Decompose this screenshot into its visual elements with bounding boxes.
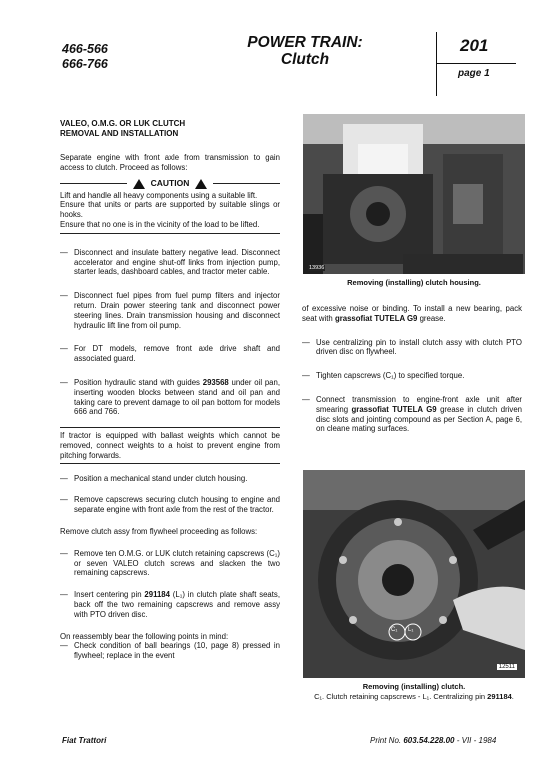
- step-text: (L₁) in clutch plate shaft seats, back off the two remaining capscrews and remove assy with PTO driven disc.: [74, 590, 280, 619]
- section-heading: [60, 119, 280, 139]
- step-text: Disconnect and insulate battery negative lead. Disconnect accelerator and engine shut-off links from injection pump, starter leads, dashboard cables, and tractor meter cable.: [74, 247, 280, 277]
- photo-2-legend: [303, 692, 525, 701]
- step-text: Disconnect fuel pipes from fuel pump filters and injector return. Drain power steering tank and disconnect power steering lines. Drain transmission housing and disconnect hydraulic lift line from oil pump.: [74, 291, 280, 330]
- title-line-2: Clutch: [280, 51, 330, 68]
- engine-photo-illustration: [303, 114, 525, 274]
- warning-icon: [195, 179, 207, 189]
- step-text: Position hydraulic stand with guides: [74, 377, 203, 387]
- reassembly-intro: On reassembly bear the following points in mind:: [60, 631, 229, 641]
- publisher: Fiat Trattori: [62, 736, 107, 745]
- right-column: [302, 304, 522, 434]
- step-disconnect-battery: — Disconnect and insulate battery negative lead. Disconnect accelerator and engine shut-off links from injection pump, starter leads, dashboard cables, and tractor meter cable.: [60, 247, 280, 277]
- caution-rule-right: [213, 183, 280, 184]
- tool-number: 291184: [144, 590, 170, 600]
- left-column: [60, 119, 280, 661]
- step-text: Check condition of ball bearings (10, page 8) pressed in flywheel; replace in the event: [74, 641, 280, 661]
- print-number: [370, 736, 496, 745]
- warning-icon: [133, 179, 145, 189]
- step-text: For DT models, remove front axle drive shaft and associated guard.: [74, 344, 280, 364]
- models-line-1: 466-566: [62, 42, 108, 56]
- print-suffix: - VII - 1984: [454, 736, 497, 745]
- callout-l1: L₁: [408, 627, 414, 633]
- section-number: 201: [460, 36, 489, 55]
- model-numbers: [62, 42, 108, 72]
- grease-name: grassofiat TUTELA G9: [351, 404, 437, 414]
- tool-number: 291184: [487, 692, 512, 701]
- photo-clutch: [303, 470, 525, 678]
- photo-1-caption: Removing (installing) clutch housing.: [347, 278, 481, 287]
- photo-2-label: 12511: [498, 664, 515, 670]
- continued-text-post: grease.: [417, 313, 446, 323]
- caution-text: Lift and handle all heavy components using a suitable lift. Ensure that units or parts are supported by suitable slings or hooks. Ensure that no one is in the vicinity of the load to be lifted.: [60, 190, 280, 229]
- step-text: Remove ten O.M.G. or LUK clutch retaining capscrews (C₁) or seven VALEO clutch screws and slacken the two remaining capscrews.: [74, 548, 280, 578]
- step-tighten: — Tighten capscrews (C₁) to specified torque.: [302, 371, 465, 381]
- step-text: Position a mechanical stand under clutch housing.: [74, 473, 248, 483]
- print-code: 603.54.228.00: [403, 736, 455, 745]
- continued-text-pre: of excessive noise or binding. To install a new bearing, pack seat with: [302, 304, 522, 323]
- caution-banner: [60, 179, 280, 189]
- header-divider-h: [436, 63, 516, 64]
- clutch-photo-illustration: [303, 470, 525, 678]
- step-text: Insert centering pin: [74, 590, 145, 600]
- intro-text: Separate engine with front axle from transmission to gain access to clutch. Proceed as follows:: [60, 153, 280, 172]
- page-title: [210, 34, 400, 68]
- step-text: Connect transmission to engine-front axle unit after smearing: [316, 394, 522, 414]
- photo-2-legend-text: C₁. Clutch retaining capscrews - L₁. Centralizing pin: [314, 692, 486, 701]
- step-text: Use centralizing pin to install clutch assy with clutch PTO driven disc on flywheel.: [316, 337, 522, 357]
- header-divider: [436, 32, 437, 96]
- title-line-1: POWER TRAIN:: [247, 34, 363, 51]
- photo-2-caption: Removing (installing) clutch.: [362, 682, 466, 691]
- page-label: page 1: [458, 68, 490, 79]
- step-text: Remove capscrews securing clutch housing to engine and separate engine with front axle from the rest of the tractor.: [74, 495, 280, 515]
- heading-line-1: VALEO, O.M.G. OR LUK CLUTCH: [60, 119, 186, 128]
- step-text: under oil pan, inserting wooden blocks between stand and oil pan and taking care to prevent damage to oil pan bottom for models 666 and 766.: [74, 377, 281, 417]
- step-text: grease in clutch driven disc slots and jointing compound as per Section A, page 6, on cleane mating surfaces.: [316, 404, 522, 434]
- step-remove-clutch-screws: — Remove ten O.M.G. or LUK clutch retaining capscrews (C₁) or seven VALEO clutch screws and slacken the two remaining capscrews.: [60, 548, 280, 578]
- remove-intro: Remove clutch assy from flywheel proceeding as follows:: [60, 526, 258, 536]
- step-disconnect-fuel: — Disconnect fuel pipes from fuel pump filters and injector return. Drain power steering tank and disconnect power steering lines. Drain transmission housing and disconnect hydraulic lift line from oil pump.: [60, 291, 280, 330]
- tool-number: 293568: [202, 377, 229, 387]
- print-prefix: Print No.: [370, 736, 404, 745]
- caution-label: CAUTION: [150, 177, 190, 188]
- note-rule-top: [60, 427, 280, 428]
- step-centering-pin: — Insert centering pin 291184 (L₁) in clutch plate shaft seats, back off the two remaining capscrews and remove assy with PTO driven disc.: [60, 590, 280, 619]
- step-connect-transmission: — Connect transmission to engine-front axle unit after smearing grassofiat TUTELA G9 grease in clutch driven disc slots and jointing compound as per Section A, page 6, on cleane mating surfaces.: [302, 394, 522, 434]
- step-hydraulic-stand: — Position hydraulic stand with guides 293568 under oil pan, inserting wooden blocks between stand and oil pan and taking care to prevent damage to oil pan bottom for models 666 and 766.: [60, 377, 281, 417]
- step-centralizing-pin: — Use centralizing pin to install clutch assy with clutch PTO driven disc on flywheel.: [302, 337, 522, 357]
- photo-clutch-housing: [303, 114, 525, 274]
- step-remove-capscrews: — Remove capscrews securing clutch housing to engine and separate engine with front axle from the rest of the tractor.: [60, 495, 280, 515]
- step-dt-models: — For DT models, remove front axle drive shaft and associated guard.: [60, 344, 280, 364]
- step-mechanical-stand: — Position a mechanical stand under clutch housing.: [60, 473, 248, 483]
- step-check-bearings: — Check condition of ball bearings (10, page 8) pressed in flywheel; replace in the event: [60, 641, 280, 661]
- ballast-note: If tractor is equipped with ballast weights which cannot be removed, connect weights to a hoist to prevent engine from pitching forwards.: [60, 431, 280, 460]
- heading-line-2: REMOVAL AND INSTALLATION: [60, 129, 179, 138]
- callout-c1: C₁: [391, 627, 398, 633]
- photo-1-label: 13936: [309, 265, 325, 271]
- photo-2-legend-end: .: [511, 692, 514, 701]
- step-text: Tighten capscrews (C₁) to specified torque.: [316, 371, 465, 381]
- models-line-2: 666-766: [62, 57, 108, 71]
- caution-rule-left: [60, 183, 127, 184]
- continued-text: [302, 304, 522, 324]
- grease-name: grassofiat TUTELA G9: [334, 313, 418, 323]
